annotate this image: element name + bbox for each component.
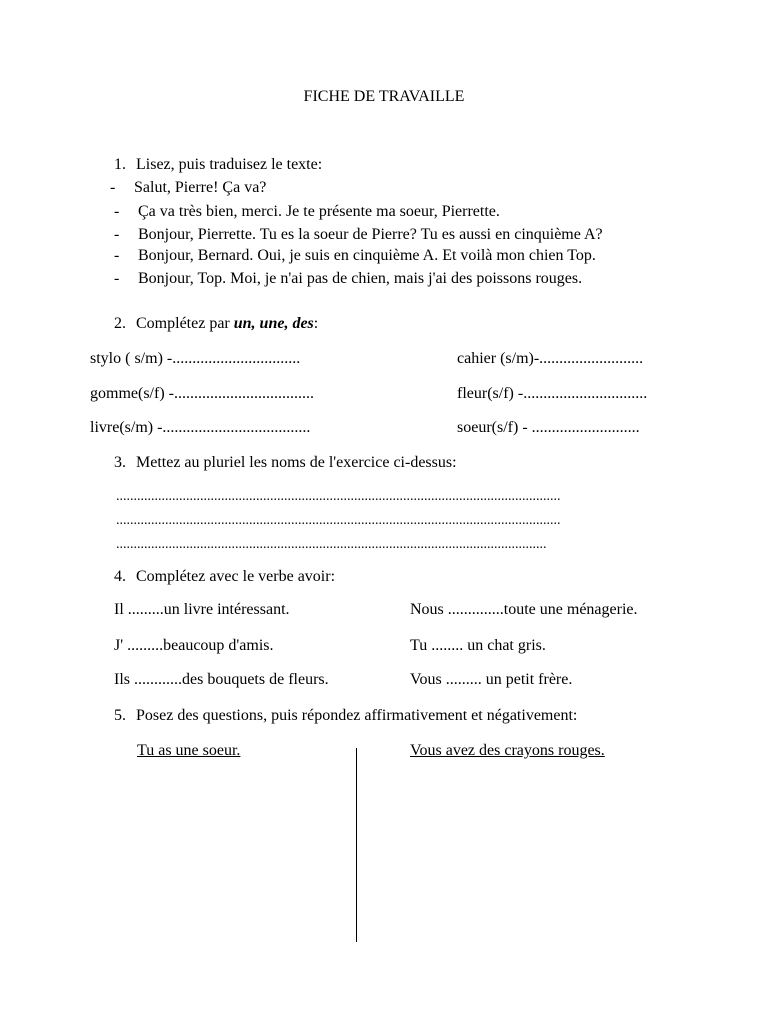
dialogue-line-4 [114,246,596,266]
fill-item-gomme: gomme(s/f) -................................... [90,385,314,402]
column-divider-lower [356,824,357,942]
exercise-4-number: 4. [114,568,126,585]
dialogue-line-5 [114,269,582,289]
dialogue-dash: - [110,179,116,196]
exercise-5-instruction: Posez des questions, puis répondez affirmativement et négativement: [136,707,578,724]
exercise-2-instruction: Complétez par [136,315,234,332]
verb-sentence-il: Il .........un livre intéressant. [114,601,290,618]
exercise-3-heading [114,453,457,473]
dialogue-text: Ça va très bien, merci. Je te présente ma soeur, Pierrette. [138,203,500,220]
exercise-4-heading [114,567,335,587]
exercise-3-number: 3. [114,454,126,471]
dialogue-dash: - [114,203,120,220]
page-title: FICHE DE TRAVAILLE [303,88,465,105]
exercise-5-number: 5. [114,707,126,724]
verb-sentence-vous: Vous ......... un petit frère. [410,671,573,688]
answer-line-1: ............................................................................................................................... [116,489,561,504]
example-right: Vous avez des crayons rouges. [410,742,605,759]
exercise-5-heading [114,706,577,726]
exercise-4-instruction: Complétez avec le verbe avoir: [136,568,336,585]
dialogue-line-2 [114,202,500,222]
dialogue-line-3 [114,225,603,245]
dialogue-text: Bonjour, Bernard. Oui, je suis en cinquième A. Et voilà mon chien Top. [138,247,596,264]
dialogue-dash: - [114,270,120,287]
answer-line-3: ........................................................................................................................... [116,537,547,552]
exercise-1-heading [114,155,322,175]
exercise-2-number: 2. [114,315,126,332]
dialogue-text: Bonjour, Top. Moi, je n'ai pas de chien, mais j'ai des poissons rouges. [138,270,583,287]
verb-sentence-nous: Nous ..............toute une ménagerie. [410,601,638,618]
dialogue-dash: - [114,226,120,243]
verb-sentence-tu: Tu ........ un chat gris. [410,637,546,654]
verb-sentence-je: J' .........beaucoup d'amis. [114,637,274,654]
exercise-1-instruction: Lisez, puis traduisez le texte: [136,156,323,173]
verb-sentence-ils: Ils ............des bouquets de fleurs. [114,671,329,688]
exercise-2-heading [114,314,318,334]
exercise-2-colon: : [313,315,319,332]
answer-line-2: ............................................................................................................................... [116,513,561,528]
exercise-2-articles: un, une, des [233,315,314,332]
example-left: Tu as une soeur. [137,742,241,759]
dialogue-line-1 [110,178,266,198]
fill-item-fleur: fleur(s/f) -............................... [457,385,648,402]
dialogue-text: Salut, Pierre! Ça va? [134,179,267,196]
dialogue-text: Bonjour, Pierrette. Tu es la soeur de Pierre? Tu es aussi en cinquième A? [138,226,603,243]
fill-item-soeur: soeur(s/f) - ........................... [457,419,640,436]
fill-item-livre: livre(s/m) -..................................... [90,419,311,436]
exercise-3-instruction: Mettez au pluriel les noms de l'exercice ci-dessus: [136,454,457,471]
column-divider-upper [356,748,357,824]
fill-item-cahier: cahier (s/m)-.......................... [457,350,644,367]
exercise-1-number: 1. [114,156,126,173]
fill-item-stylo: stylo ( s/m) -................................ [90,350,301,367]
dialogue-dash: - [114,247,120,264]
